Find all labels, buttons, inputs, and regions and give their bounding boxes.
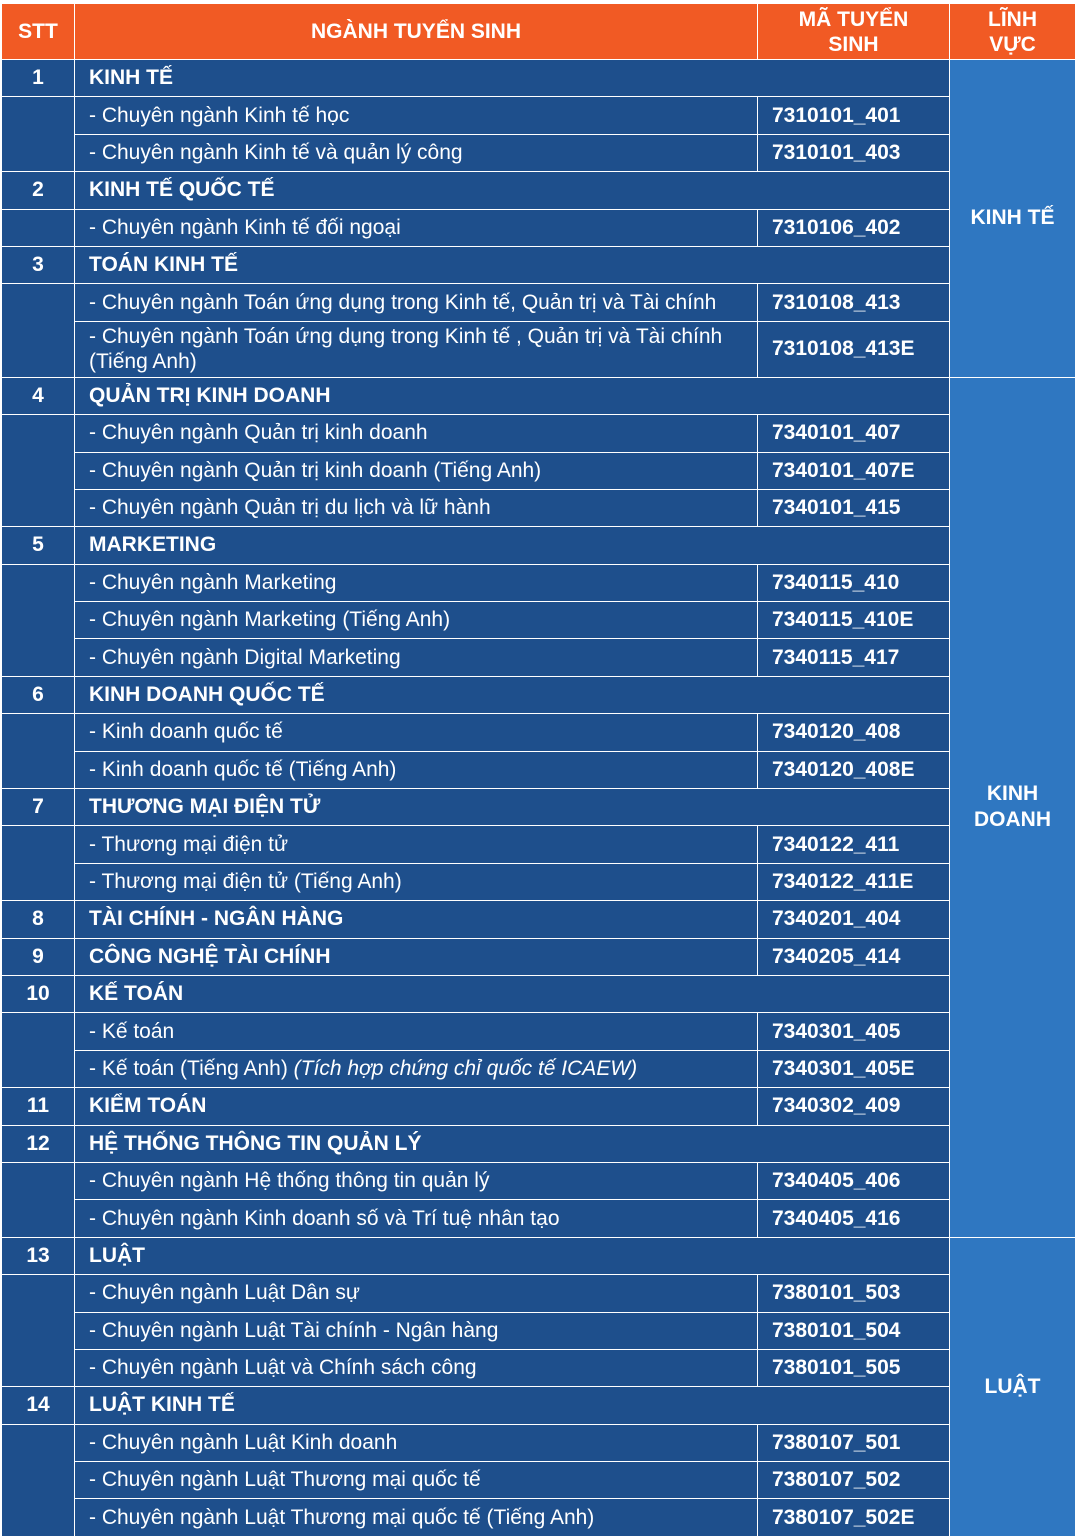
major-name: - Chuyên ngành Hệ thống thông tin quản lý	[75, 1162, 758, 1199]
major-code: 7380101_503	[758, 1275, 950, 1312]
table-row	[2, 489, 1076, 526]
major-code: 7380107_501	[758, 1424, 950, 1461]
major-code: 7380107_502	[758, 1462, 950, 1499]
major-name: - Chuyên ngành Luật Thương mại quốc tế	[75, 1462, 758, 1499]
major-code: 7340101_407E	[758, 452, 950, 489]
major-code: 7340115_410E	[758, 602, 950, 639]
table-header-row	[2, 4, 1076, 60]
major-note: (Tích hợp chứng chỉ quốc tế ICAEW)	[293, 1056, 638, 1080]
major-code: 7380101_504	[758, 1312, 950, 1349]
table-row	[2, 246, 1076, 283]
major-group-name: HỆ THỐNG THÔNG TIN QUẢN LÝ	[75, 1125, 950, 1162]
major-group-name: LUẬT KINH TẾ	[75, 1387, 950, 1424]
major-code: 7340301_405E	[758, 1050, 950, 1087]
table-row	[2, 1237, 1076, 1274]
major-group-name: KẾ TOÁN	[75, 975, 950, 1012]
table-row	[2, 172, 1076, 209]
table-row	[2, 134, 1076, 171]
table-row	[2, 901, 1076, 938]
major-code: 7340205_414	[758, 938, 950, 975]
major-code: 7340120_408	[758, 714, 950, 751]
major-group-name: LUẬT	[75, 1237, 950, 1274]
major-group-name: TÀI CHÍNH - NGÂN HÀNG	[75, 901, 758, 938]
major-code: 7310101_401	[758, 97, 950, 134]
stt-cell: 11	[2, 1088, 75, 1125]
stt-cell-empty	[2, 1162, 75, 1237]
table-row	[2, 751, 1076, 788]
major-name: - Chuyên ngành Quản trị kinh doanh	[75, 415, 758, 452]
stt-cell-empty	[2, 284, 75, 377]
stt-cell-empty	[2, 826, 75, 901]
table-row	[2, 452, 1076, 489]
stt-cell: 5	[2, 527, 75, 564]
table-row	[2, 826, 1076, 863]
table-row	[2, 527, 1076, 564]
major-name: - Chuyên ngành Quản trị du lịch và lữ hành	[75, 489, 758, 526]
major-code: 7340302_409	[758, 1088, 950, 1125]
table-row	[2, 639, 1076, 676]
major-name: - Chuyên ngành Quản trị kinh doanh (Tiếng Anh)	[75, 452, 758, 489]
header-linh-vuc: LĨNH VỰC	[950, 4, 1076, 60]
stt-cell: 12	[2, 1125, 75, 1162]
major-code: 7340101_415	[758, 489, 950, 526]
major-name: - Chuyên ngành Luật và Chính sách công	[75, 1349, 758, 1386]
major-name: - Chuyên ngành Kinh tế và quản lý công	[75, 134, 758, 171]
major-group-name: THƯƠNG MẠI ĐIỆN TỬ	[75, 789, 950, 826]
stt-cell-empty	[2, 1013, 75, 1088]
stt-cell-empty	[2, 714, 75, 789]
stt-cell: 10	[2, 975, 75, 1012]
stt-cell-empty	[2, 97, 75, 172]
major-code: 7340201_404	[758, 901, 950, 938]
header-stt: STT	[2, 4, 75, 60]
major-name: - Chuyên ngành Kinh tế học	[75, 97, 758, 134]
major-code: 7340122_411E	[758, 863, 950, 900]
major-group-name: KIỂM TOÁN	[75, 1088, 758, 1125]
stt-cell: 8	[2, 901, 75, 938]
major-name: - Thương mại điện tử (Tiếng Anh)	[75, 863, 758, 900]
major-code: 7340101_407	[758, 415, 950, 452]
major-code: 7340115_417	[758, 639, 950, 676]
stt-cell-empty	[2, 1424, 75, 1536]
stt-cell: 1	[2, 60, 75, 97]
major-code: 7340301_405	[758, 1013, 950, 1050]
table-row	[2, 97, 1076, 134]
major-code: 7380107_502E	[758, 1499, 950, 1537]
major-code: 7340122_411	[758, 826, 950, 863]
major-name: - Kinh doanh quốc tế (Tiếng Anh)	[75, 751, 758, 788]
table-row	[2, 1013, 1076, 1050]
stt-cell: 2	[2, 172, 75, 209]
stt-cell: 7	[2, 789, 75, 826]
admission-table	[1, 3, 1076, 1537]
field-luat: LUẬT	[950, 1237, 1076, 1536]
stt-cell-empty	[2, 564, 75, 676]
major-name: - Chuyên ngành Luật Thương mại quốc tế (Tiếng Anh)	[75, 1499, 758, 1537]
table-row	[2, 789, 1076, 826]
header-nganh: NGÀNH TUYỂN SINH	[75, 4, 758, 60]
table-row	[2, 60, 1076, 97]
table-row	[2, 602, 1076, 639]
major-group-name: KINH DOANH QUỐC TẾ	[75, 676, 950, 713]
table-row	[2, 1462, 1076, 1499]
table-row	[2, 1125, 1076, 1162]
major-group-name: KINH TẾ	[75, 60, 950, 97]
field-kinh-te: KINH TẾ	[950, 60, 1076, 378]
table-row	[2, 284, 1076, 321]
stt-cell: 9	[2, 938, 75, 975]
table-row	[2, 676, 1076, 713]
major-code: 7310101_403	[758, 134, 950, 171]
table-row	[2, 938, 1076, 975]
table-row	[2, 1162, 1076, 1199]
table-row	[2, 975, 1076, 1012]
major-name: - Kế toán	[75, 1013, 758, 1050]
major-name: - Kinh doanh quốc tế	[75, 714, 758, 751]
stt-cell-empty	[2, 209, 75, 246]
major-code: 7340405_406	[758, 1162, 950, 1199]
major-code: 7310108_413	[758, 284, 950, 321]
major-group-name: QUẢN TRỊ KINH DOANH	[75, 377, 950, 414]
table-row	[2, 209, 1076, 246]
major-name: - Chuyên ngành Toán ứng dụng trong Kinh tế , Quản trị và Tài chính (Tiếng Anh)	[75, 321, 758, 377]
major-code: 7310106_402	[758, 209, 950, 246]
table-row	[2, 1088, 1076, 1125]
table-row	[2, 1312, 1076, 1349]
major-group-name: KINH TẾ QUỐC TẾ	[75, 172, 950, 209]
stt-cell-empty	[2, 1275, 75, 1387]
table-row	[2, 1499, 1076, 1537]
stt-cell: 3	[2, 246, 75, 283]
field-kinh-doanh: KINH DOANH	[950, 377, 1076, 1237]
major-name: - Chuyên ngành Kinh tế đối ngoại	[75, 209, 758, 246]
stt-cell: 4	[2, 377, 75, 414]
major-name: - Chuyên ngành Toán ứng dụng trong Kinh tế, Quản trị và Tài chính	[75, 284, 758, 321]
major-name: - Chuyên ngành Marketing	[75, 564, 758, 601]
major-name: - Kế toán (Tiếng Anh) (Tích hợp chứng chỉ quốc tế ICAEW)	[75, 1050, 758, 1087]
table-row	[2, 1200, 1076, 1237]
stt-cell: 6	[2, 676, 75, 713]
table-row	[2, 1349, 1076, 1386]
table-row	[2, 564, 1076, 601]
table-row	[2, 1424, 1076, 1461]
major-code: 7340115_410	[758, 564, 950, 601]
major-group-name: MARKETING	[75, 527, 950, 564]
major-group-name: CÔNG NGHỆ TÀI CHÍNH	[75, 938, 758, 975]
table-row	[2, 863, 1076, 900]
table-row	[2, 1387, 1076, 1424]
table-row	[2, 714, 1076, 751]
header-ma: MÃ TUYỂN SINH	[758, 4, 950, 60]
major-code: 7380101_505	[758, 1349, 950, 1386]
major-name: - Chuyên ngành Luật Kinh doanh	[75, 1424, 758, 1461]
table-row	[2, 1050, 1076, 1087]
major-name: - Chuyên ngành Kinh doanh số và Trí tuệ nhân tạo	[75, 1200, 758, 1237]
table-row	[2, 321, 1076, 377]
table-row	[2, 415, 1076, 452]
major-name: - Chuyên ngành Luật Dân sự	[75, 1275, 758, 1312]
major-name: - Chuyên ngành Marketing (Tiếng Anh)	[75, 602, 758, 639]
table-row	[2, 1275, 1076, 1312]
major-code: 7340405_416	[758, 1200, 950, 1237]
stt-cell: 13	[2, 1237, 75, 1274]
major-code: 7310108_413E	[758, 321, 950, 377]
stt-cell-empty	[2, 415, 75, 527]
table-row	[2, 377, 1076, 414]
major-name: - Chuyên ngành Digital Marketing	[75, 639, 758, 676]
major-name: - Thương mại điện tử	[75, 826, 758, 863]
major-code: 7340120_408E	[758, 751, 950, 788]
stt-cell: 14	[2, 1387, 75, 1424]
major-group-name: TOÁN KINH TẾ	[75, 246, 950, 283]
major-name: - Chuyên ngành Luật Tài chính - Ngân hàng	[75, 1312, 758, 1349]
